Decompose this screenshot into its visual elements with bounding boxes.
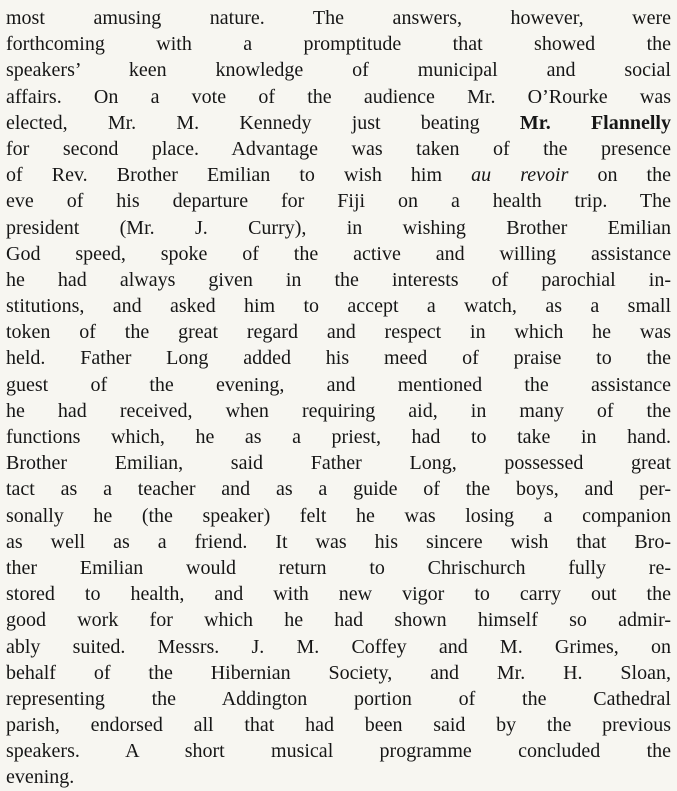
text-segment: most amusing nature. The answers, however, were [6,7,671,29]
text-line [6,738,671,764]
text-segment: representing the Addington portion of the Cathedral [6,687,671,710]
text-segment: as well as a friend. It was his sincere wish that Bro- [6,530,671,553]
text-segment: stored to health, and with new vigor to carry out the [6,583,671,606]
text-line [6,607,671,633]
text-segment: parish, endorsed all that had been said by the previous [6,714,671,737]
text-segment: held. Father Long added his meed of praise to the [6,347,671,370]
text-segment: God speed, spoke of the active and willing assistance [6,242,671,265]
text-line [6,555,671,581]
text-line [6,686,671,712]
text-line [6,450,671,476]
italic-phrase: au revoir [471,164,569,187]
text-line [6,57,671,83]
text-line [6,581,671,607]
text-line [6,5,671,31]
bold-name: Mr. Flannelly [519,111,671,134]
text-segment: behalf of the Hibernian Society, and Mr. H. Sloan, [6,661,671,684]
text-line [6,398,671,424]
text-line [6,372,671,398]
text-line [6,634,671,660]
text-line [6,241,671,267]
text-line [6,188,671,214]
text-line [6,345,671,371]
text-line [6,84,671,110]
text-line [6,267,671,293]
text-segment: good work for which he had shown himself so admir- [6,609,671,632]
text-segment: tact as a teacher and as a guide of the boys, and per- [6,478,671,501]
text-line [6,424,671,450]
text-line [6,503,671,529]
text-line [6,476,671,502]
text-segment: he had received, when requiring aid, in many of the [6,399,671,422]
text-line [6,110,671,136]
text-segment: of Rev. Brother Emilian to wish him [6,164,472,187]
text-line [6,660,671,686]
text-line [6,293,671,319]
text-segment: stitutions, and asked him to accept a watch, as a small [6,295,671,318]
text-segment: speakers’ keen knowledge of municipal and social [6,59,671,82]
text-segment: Brother Emilian, said Father Long, possessed great [6,452,671,475]
text-segment: on the [568,164,671,187]
text-segment: forthcoming with a promptitude that showed the [6,33,671,56]
text-segment: evening. [6,766,75,789]
text-line [6,319,671,345]
text-line [6,529,671,555]
text-segment: elected, Mr. M. Kennedy just beating [6,111,520,134]
text-segment: eve of his departure for Fiji on a health trip. The [6,190,671,213]
text-line [6,162,671,188]
text-line [6,215,671,241]
text-segment: ther Emilian would return to Chrischurch fully re- [6,556,671,579]
text-segment: speakers. A short musical programme concluded the [6,740,671,763]
text-segment: functions which, he as a priest, had to take in hand. [6,426,671,448]
text-line [6,712,671,738]
text-segment: guest of the evening, and mentioned the assistance [6,373,671,396]
text-segment: for second place. Advantage was taken of the presence [6,137,671,160]
text-segment: token of the great regard and respect in which he was [6,321,671,344]
text-segment: sonally he (the speaker) felt he was losing a companion [6,504,671,527]
text-segment: affairs. On a vote of the audience Mr. O’Rourke was [6,85,671,108]
article-paragraph [6,5,671,791]
text-segment: president (Mr. J. Curry), in wishing Brother Emilian [6,216,671,239]
text-segment: ably suited. Messrs. J. M. Coffey and M. Grimes, on [6,635,671,658]
text-segment: he had always given in the interests of parochial in- [6,268,671,291]
text-line [6,136,671,162]
text-line [6,31,671,57]
